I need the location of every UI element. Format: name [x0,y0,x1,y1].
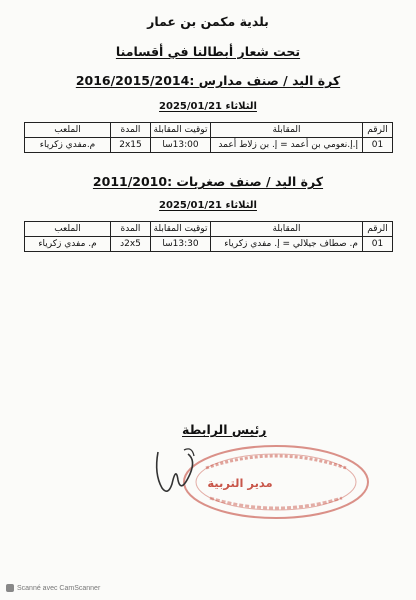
section-2-date: الثلاثاء 2025/01/21 [159,200,257,211]
stamp-label: مدير التربية [207,476,273,490]
cell-time: 13:30سا [151,237,211,252]
section-1-table [24,122,393,153]
league-president-title: رئيس الرابطة [182,422,267,437]
table-row [25,138,393,153]
column-header-duration: المدة [111,222,151,237]
scanner-footer [6,584,100,592]
table-row [25,237,393,252]
handwritten-signature [148,444,218,500]
camscanner-logo-icon [6,584,14,592]
cell-time: 13:00سا [151,138,211,153]
scanner-text: Scanné avec CamScanner [17,584,101,592]
column-header-venue: الملعب [25,222,111,237]
section-1-date: الثلاثاء 2025/01/21 [159,101,257,112]
cell-number: 01 [363,237,393,252]
cell-venue: م. مفدي زكرياء [25,237,111,252]
cell-match: م. صطاف جيلالي = إ. مفدي زكرياء [211,237,363,252]
cell-duration: 2x5د [111,237,151,252]
section-2-table [24,221,393,252]
column-header-match: المقابلة [211,123,363,138]
column-header-number: الرقم [363,222,393,237]
column-header-venue: الملعب [25,123,111,138]
slogan-title: تحت شعار أبطالنا في أقسامنا [115,44,301,59]
column-header-time: توقيت المقابلة [151,222,211,237]
table-header-row [25,123,393,138]
table-header-row [25,222,393,237]
cell-match: إ.إ.نعومي بن أعمد = إ. بن زلاط أعمد [211,138,363,153]
municipality-title: بلدية مكمن بن عمار [147,14,269,29]
column-header-match: المقابلة [211,222,363,237]
section-1-title: كرة اليد / صنف مدارس :2016/2015/2014 [75,73,341,88]
cell-venue: م.مفدي زكرياء [25,138,111,153]
column-header-number: الرقم [363,123,393,138]
section-2-title: كرة اليد / صنف صغريات :2011/2010 [92,174,324,189]
column-header-duration: المدة [111,123,151,138]
column-header-time: توقيت المقابلة [151,123,211,138]
cell-number: 01 [363,138,393,153]
cell-duration: 2x15 [111,138,151,153]
